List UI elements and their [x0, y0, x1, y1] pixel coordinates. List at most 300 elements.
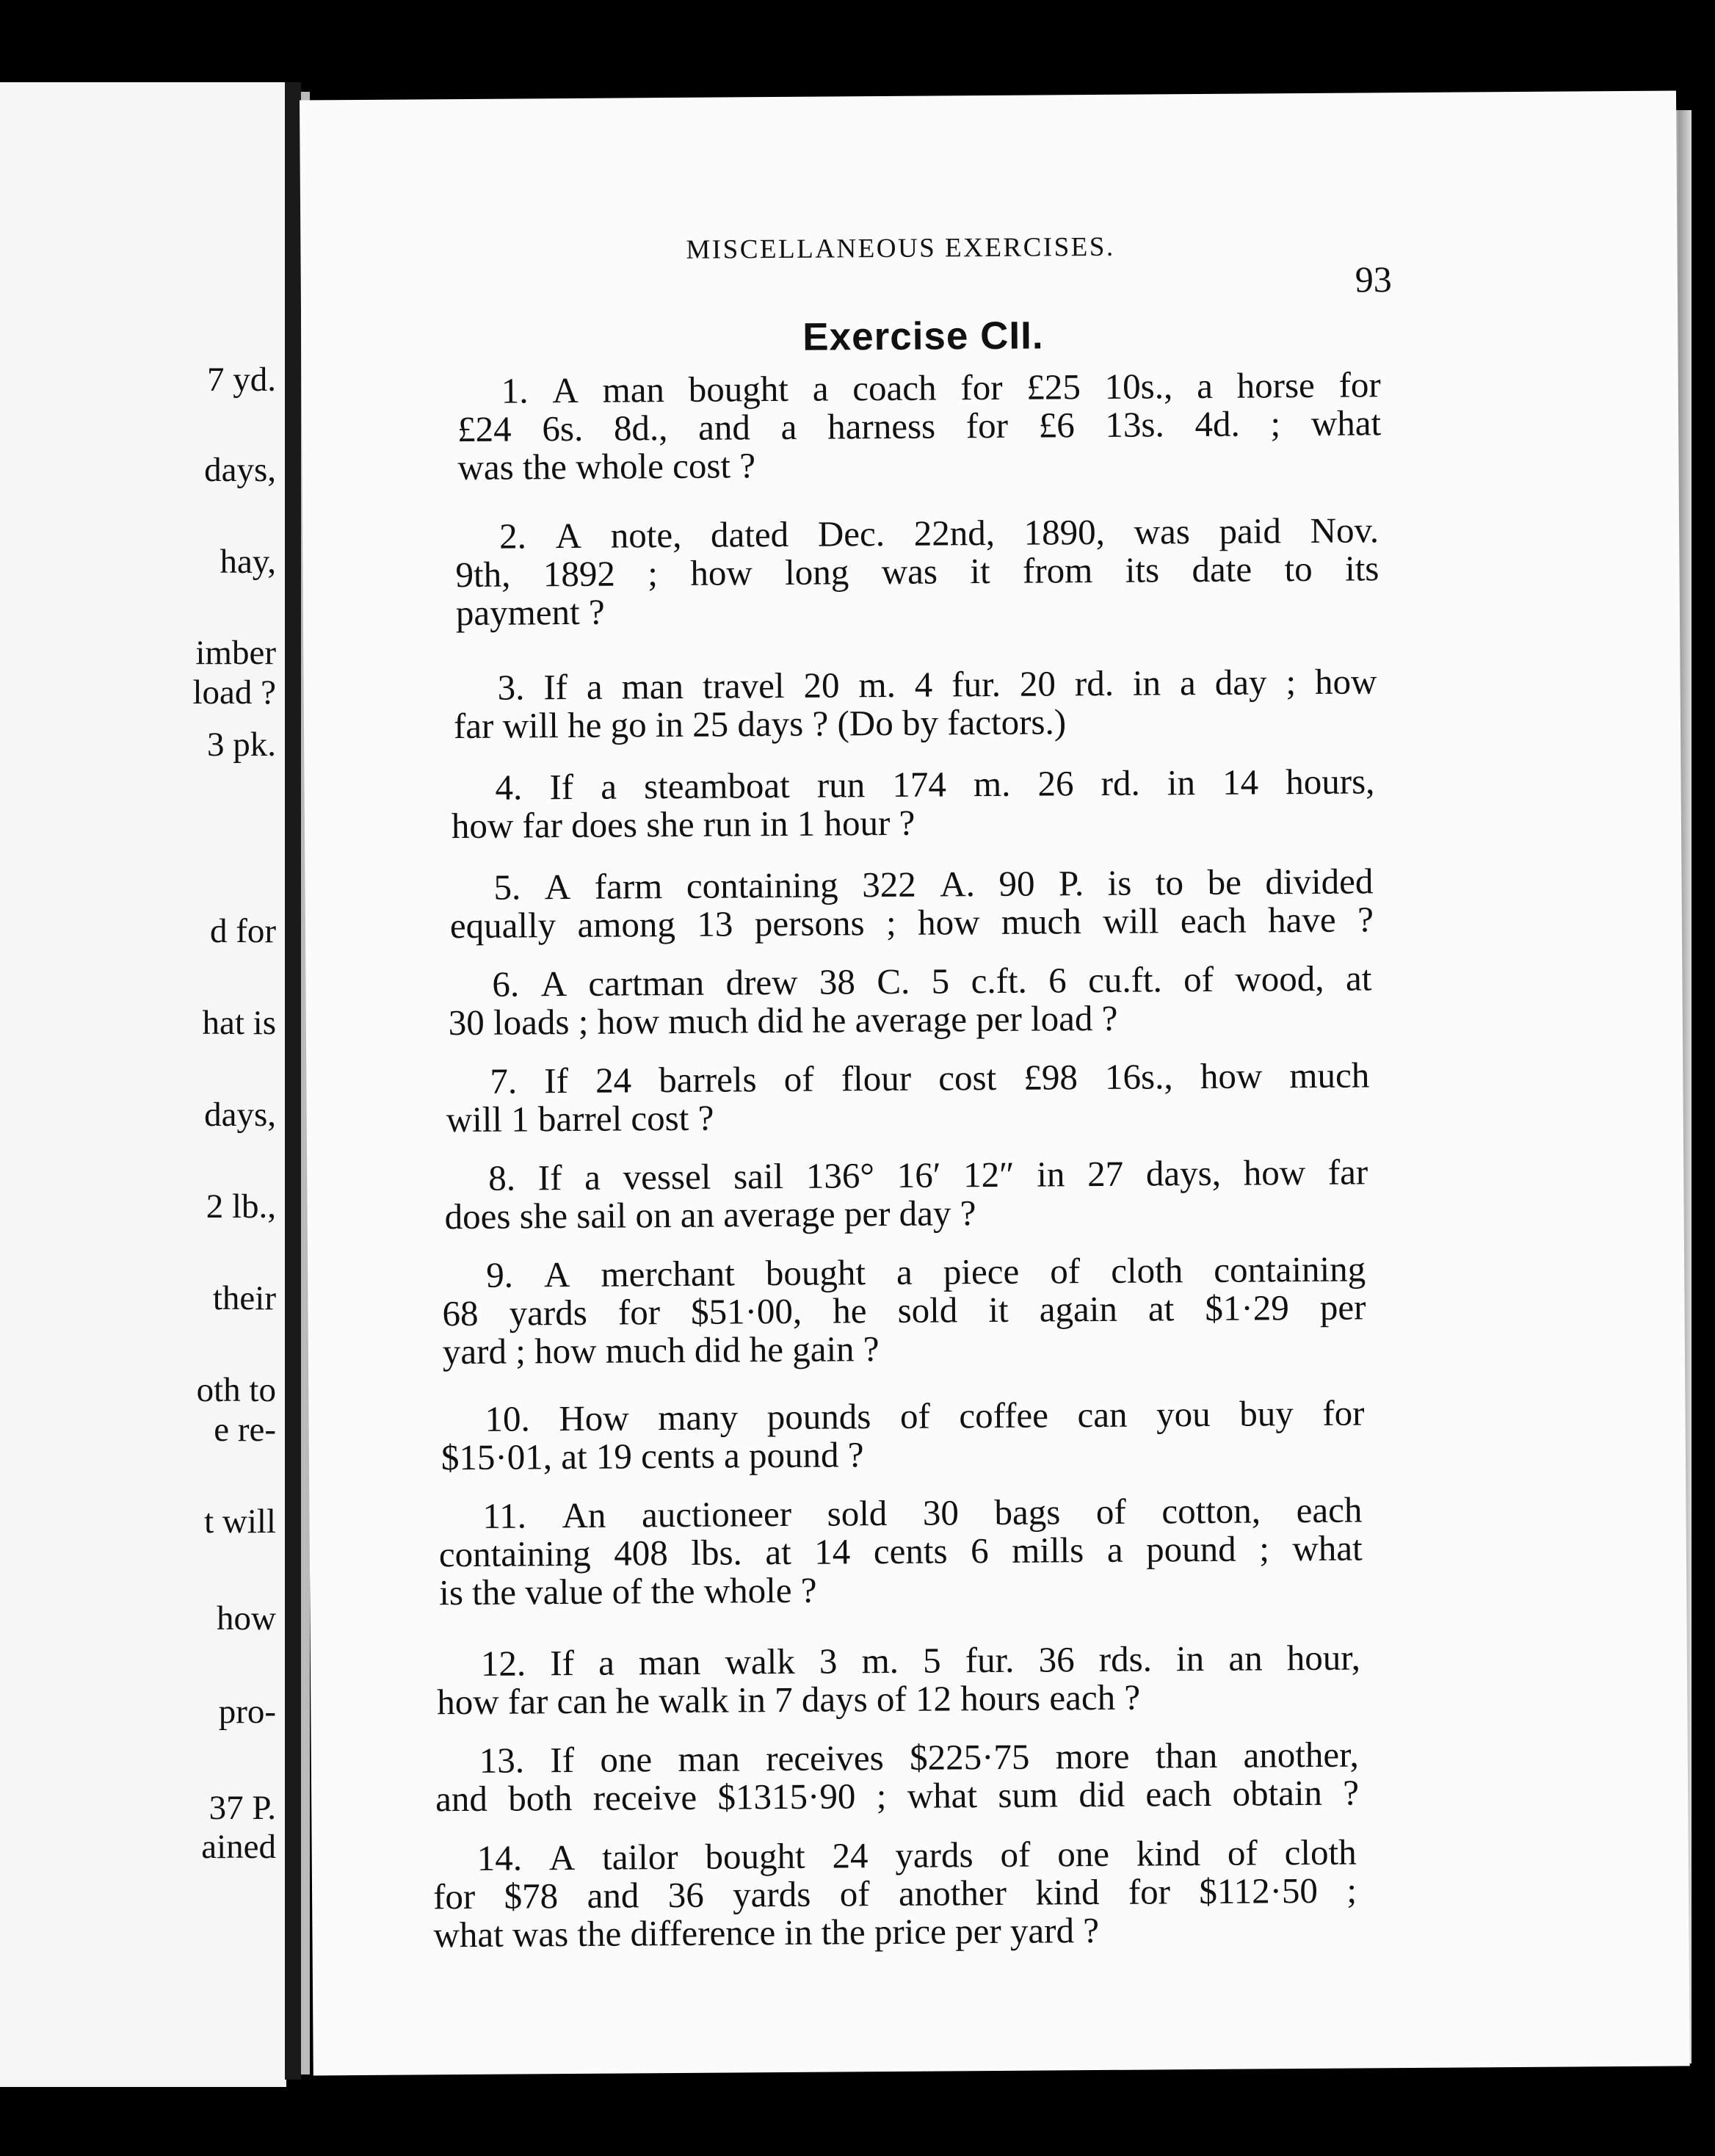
- problem-line: [435, 1774, 1359, 1819]
- word: P.: [1058, 863, 1084, 904]
- word: and: [697, 407, 751, 448]
- problem-line: [440, 1394, 1364, 1439]
- word: of: [1183, 958, 1214, 1000]
- problem-line: was the whole cost ?: [457, 445, 756, 488]
- word: £98: [1023, 1057, 1078, 1098]
- word: $225·75: [909, 1736, 1030, 1778]
- problem-line: how far can he walk in 7 days of 12 hours each ?: [437, 1676, 1141, 1723]
- problem-line: what was the difference in the price per yard ?: [433, 1910, 1100, 1956]
- word: for: [617, 1292, 661, 1333]
- word: ;: [1346, 1870, 1357, 1911]
- word: rds.: [1098, 1638, 1153, 1679]
- word: sum: [998, 1774, 1059, 1815]
- word: persons: [754, 902, 865, 944]
- word: and: [435, 1778, 488, 1820]
- word: bought: [688, 368, 789, 410]
- word: a: [584, 1157, 601, 1198]
- word: obtain: [1232, 1772, 1323, 1814]
- problem-8: [444, 1153, 1368, 1236]
- word: hours,: [1286, 761, 1375, 803]
- problem-line: how far does she run in 1 hour ?: [451, 802, 915, 847]
- problem-line: [448, 959, 1371, 1004]
- word: cloth: [1111, 1250, 1183, 1291]
- word: An: [562, 1494, 606, 1536]
- problem-line: will 1 barrel cost ?: [446, 1097, 714, 1140]
- word: 27: [1087, 1153, 1124, 1195]
- word: an: [1228, 1638, 1263, 1679]
- word: 8d.,: [613, 408, 668, 449]
- word: 13s.: [1105, 404, 1164, 445]
- word: £25: [1026, 366, 1081, 408]
- word: A: [548, 1837, 576, 1878]
- word: a: [812, 368, 829, 409]
- problem-line: [444, 1153, 1368, 1198]
- problem-13: [435, 1736, 1360, 1819]
- word: If: [544, 1060, 569, 1101]
- word: A.: [940, 864, 976, 905]
- word: £6: [1038, 405, 1075, 446]
- word: m.: [861, 1640, 899, 1682]
- word: A: [552, 369, 579, 411]
- word: 1890,: [1023, 511, 1106, 553]
- word: in: [1175, 1638, 1205, 1679]
- problem-line: [457, 404, 1381, 449]
- word: receive: [592, 1776, 697, 1818]
- word: bags: [994, 1491, 1061, 1533]
- word: was: [1134, 511, 1191, 552]
- word: auctioneer: [641, 1493, 792, 1535]
- word: £24: [457, 408, 512, 450]
- word: containing: [686, 864, 838, 906]
- word: 136°: [805, 1155, 875, 1196]
- word: coffee: [959, 1394, 1049, 1436]
- word: yards: [509, 1292, 587, 1334]
- word: 6: [1048, 960, 1067, 1001]
- word: of: [899, 1395, 930, 1436]
- exercise-title: Exercise CII.: [802, 314, 1044, 359]
- word: dated: [710, 513, 789, 555]
- word: 14.: [476, 1837, 523, 1878]
- word: If: [543, 667, 568, 708]
- word: tailor: [601, 1837, 678, 1878]
- word: per: [1319, 1287, 1366, 1328]
- word: ;: [1259, 1528, 1270, 1569]
- word: at: [1147, 1288, 1175, 1329]
- word: its: [1125, 549, 1160, 590]
- word: 20: [1019, 663, 1056, 704]
- word: a: [896, 1251, 913, 1292]
- word: wood,: [1235, 958, 1324, 999]
- word: $112·50: [1199, 1870, 1319, 1912]
- word: 174: [892, 764, 947, 805]
- word: containing: [438, 1533, 591, 1575]
- word: mills: [1012, 1530, 1084, 1571]
- problem-6: [448, 959, 1372, 1042]
- problem-3: [453, 662, 1377, 745]
- word: $78: [504, 1875, 559, 1917]
- word: both: [508, 1778, 573, 1819]
- word: ;: [1270, 403, 1281, 444]
- word: How: [559, 1397, 629, 1439]
- word: 3.: [497, 667, 525, 708]
- word: ;: [648, 553, 659, 594]
- word: it: [988, 1289, 1009, 1331]
- word: will: [1103, 900, 1159, 941]
- word: divided: [1265, 861, 1374, 902]
- word: coach: [852, 367, 937, 409]
- word: Dec.: [817, 513, 885, 554]
- left-fragment: hat is: [202, 1004, 276, 1042]
- word: 7.: [490, 1060, 518, 1101]
- word: containing: [1214, 1248, 1366, 1290]
- word: 11.: [482, 1495, 527, 1536]
- word: horse: [1236, 364, 1315, 406]
- word: day: [1214, 662, 1267, 703]
- word: 1892: [543, 553, 616, 595]
- word: man: [621, 665, 684, 707]
- word: fur.: [965, 1639, 1015, 1681]
- problem-4: [451, 762, 1375, 845]
- word: in: [1132, 662, 1161, 703]
- word: farm: [594, 866, 663, 907]
- word: 20: [803, 665, 840, 706]
- word: ;: [1286, 662, 1297, 703]
- word: 322: [862, 864, 916, 905]
- word: than: [1155, 1734, 1218, 1776]
- word: how: [1314, 661, 1377, 702]
- word: m.: [858, 664, 896, 706]
- word: travel: [702, 665, 785, 706]
- word: one: [600, 1739, 653, 1780]
- word: 36: [667, 1874, 704, 1916]
- word: receives: [766, 1737, 884, 1779]
- word: what: [1292, 1527, 1363, 1569]
- word: ;: [885, 902, 896, 943]
- word: merchant: [601, 1253, 735, 1295]
- problem-line: [446, 1056, 1369, 1101]
- running-head: MISCELLANEOUS EXERCISES.: [686, 231, 1115, 265]
- word: for: [1128, 1871, 1171, 1912]
- problem-line: [457, 366, 1381, 410]
- problem-9: [442, 1250, 1366, 1371]
- problem-line: [433, 1872, 1357, 1917]
- word: buy: [1239, 1393, 1294, 1434]
- word: lbs.: [691, 1532, 742, 1573]
- word: 24: [595, 1060, 632, 1101]
- word: more: [1055, 1735, 1130, 1777]
- left-fragment: e re-: [214, 1411, 276, 1449]
- word: kind: [1136, 1833, 1201, 1874]
- word: can: [1077, 1394, 1128, 1436]
- word: 5.: [493, 867, 521, 908]
- problem-line: [453, 662, 1377, 707]
- left-fragment: hay,: [220, 543, 276, 581]
- word: for: [1322, 1392, 1365, 1433]
- word: from: [1022, 550, 1093, 591]
- problem-line: [451, 762, 1374, 807]
- word: he: [833, 1290, 867, 1331]
- word: much: [1001, 901, 1081, 942]
- word: pounds: [766, 1396, 871, 1438]
- word: 90: [998, 863, 1035, 904]
- word: bought: [705, 1835, 805, 1877]
- word: $1315·90: [717, 1776, 856, 1817]
- word: rd.: [1101, 762, 1140, 803]
- word: 4: [914, 664, 933, 705]
- word: 22nd,: [913, 512, 996, 554]
- book-spine: [285, 82, 301, 2080]
- left-fragment: 37 P.: [209, 1789, 276, 1827]
- word: 1.: [501, 370, 529, 411]
- word: have: [1267, 899, 1336, 941]
- word: of: [839, 1873, 870, 1914]
- word: cost: [938, 1057, 997, 1099]
- word: 6s.: [542, 408, 584, 449]
- word: many: [658, 1397, 739, 1439]
- problem-7: [446, 1056, 1370, 1139]
- word: C.: [877, 961, 910, 1002]
- word: cu.ft.: [1087, 959, 1162, 1001]
- word: 4d.: [1194, 403, 1240, 445]
- word: each: [1296, 1489, 1363, 1531]
- word: man: [638, 1641, 701, 1683]
- problem-line: yard ; how much did he gain ?: [442, 1328, 880, 1372]
- word: drew: [725, 961, 798, 1003]
- word: for: [1338, 364, 1381, 405]
- word: 13.: [479, 1740, 525, 1781]
- right-page: [300, 90, 1690, 2075]
- word: 36: [1038, 1639, 1075, 1680]
- problem-line: $15·01, at 19 cents a pound ?: [440, 1434, 864, 1478]
- word: a: [1106, 1529, 1123, 1570]
- word: sold: [827, 1493, 888, 1534]
- word: kind: [1035, 1871, 1100, 1913]
- word: A: [544, 866, 571, 908]
- problem-1: [457, 366, 1382, 487]
- problem-11: [438, 1491, 1363, 1612]
- problem-line: payment ?: [455, 591, 605, 634]
- word: for: [432, 1875, 476, 1917]
- word: cotton,: [1161, 1490, 1261, 1532]
- word: how: [690, 552, 753, 593]
- word: how: [1200, 1055, 1263, 1097]
- word: 38: [819, 961, 856, 1002]
- word: 30: [922, 1492, 960, 1533]
- left-fragment: 7 yd.: [207, 361, 276, 399]
- word: paid: [1219, 510, 1282, 551]
- word: 5: [931, 961, 950, 1002]
- word: a: [601, 766, 617, 807]
- word: what: [907, 1775, 978, 1816]
- word: rd.: [1074, 662, 1114, 704]
- word: 2.: [498, 516, 527, 557]
- problem-10: [440, 1394, 1365, 1477]
- word: bought: [765, 1252, 866, 1294]
- word: another: [898, 1872, 1007, 1914]
- word: man: [678, 1738, 741, 1780]
- word: was: [881, 551, 938, 593]
- word: 8.: [488, 1157, 516, 1198]
- word: 16s.,: [1104, 1056, 1173, 1097]
- word: be: [1207, 861, 1242, 902]
- word: how: [917, 902, 980, 943]
- word: If: [537, 1157, 562, 1198]
- left-fragment: oth to: [196, 1371, 276, 1409]
- left-fragment: their: [212, 1279, 276, 1317]
- word: ?: [1343, 1772, 1360, 1813]
- word: A: [540, 963, 568, 1005]
- word: of: [783, 1058, 814, 1099]
- left-fragment: load ?: [192, 673, 276, 712]
- problem-14: [432, 1831, 1357, 1956]
- word: hour,: [1286, 1637, 1361, 1679]
- problem-12: [437, 1639, 1361, 1722]
- word: for: [960, 366, 1003, 408]
- word: 14: [814, 1531, 851, 1572]
- word: Nov.: [1310, 510, 1379, 551]
- word: yards: [895, 1834, 973, 1875]
- word: $51·00,: [690, 1290, 802, 1332]
- word: If: [550, 1642, 575, 1684]
- left-fragment: days,: [204, 451, 276, 489]
- word: walk: [725, 1640, 795, 1682]
- word: 12″: [962, 1154, 1015, 1195]
- word: of: [1227, 1832, 1258, 1873]
- problem-line: is the value of the whole ?: [439, 1569, 817, 1613]
- word: and: [587, 1875, 639, 1916]
- word: cartman: [588, 962, 705, 1004]
- word: at: [1345, 958, 1372, 999]
- word: 408: [614, 1533, 668, 1574]
- word: vessel: [623, 1156, 711, 1198]
- word: a: [780, 406, 797, 447]
- problem-2: [455, 511, 1379, 632]
- word: cloth: [1284, 1831, 1357, 1873]
- word: each: [1145, 1773, 1212, 1815]
- word: 16′: [896, 1154, 941, 1195]
- word: If: [550, 1739, 575, 1781]
- word: ?: [1357, 899, 1374, 940]
- word: 6.: [492, 963, 520, 1005]
- word: harness: [827, 405, 936, 447]
- word: in: [1037, 1154, 1065, 1195]
- word: equally: [449, 905, 556, 947]
- word: $1·29: [1205, 1287, 1289, 1328]
- word: at: [765, 1531, 791, 1573]
- word: yards: [732, 1873, 811, 1915]
- left-fragment: imber: [195, 634, 276, 672]
- word: man: [602, 369, 665, 410]
- word: barrels: [659, 1059, 757, 1101]
- word: 12.: [480, 1643, 526, 1684]
- word: 26: [1037, 763, 1074, 804]
- word: A: [543, 1254, 570, 1295]
- word: 9.: [486, 1254, 514, 1295]
- left-fragment: 3 pk.: [207, 726, 276, 764]
- word: note,: [610, 514, 682, 556]
- word: one: [1057, 1833, 1110, 1875]
- word: 3: [819, 1640, 838, 1682]
- problem-line: far will he go in 25 days ? (Do by factors.): [453, 701, 1067, 747]
- word: days,: [1145, 1152, 1222, 1194]
- word: again: [1039, 1288, 1118, 1330]
- word: 14: [1222, 762, 1259, 803]
- left-page: [0, 82, 286, 2087]
- word: did: [1078, 1773, 1125, 1815]
- word: c.ft.: [971, 960, 1027, 1002]
- word: it: [970, 550, 990, 592]
- problem-line: [437, 1639, 1360, 1684]
- word: cents: [873, 1530, 948, 1572]
- word: A: [555, 515, 582, 557]
- problem-line: [435, 1736, 1359, 1781]
- problem-line: [442, 1288, 1366, 1333]
- problem-line: does she sail on an average per day ?: [444, 1193, 976, 1237]
- word: m.: [973, 763, 1011, 805]
- word: for: [965, 405, 1009, 446]
- problem-line: [450, 900, 1374, 945]
- word: 9th,: [455, 554, 511, 596]
- word: fur.: [951, 663, 1001, 705]
- word: ;: [876, 1776, 887, 1817]
- word: you: [1156, 1393, 1211, 1435]
- word: among: [577, 903, 676, 945]
- word: is: [1107, 862, 1132, 903]
- word: of: [1095, 1491, 1126, 1533]
- word: a: [1196, 365, 1214, 407]
- word: 24: [832, 1835, 869, 1876]
- left-fragment: ained: [201, 1828, 276, 1866]
- word: to: [1284, 548, 1313, 590]
- word: a: [598, 1642, 615, 1683]
- word: of: [1000, 1834, 1031, 1875]
- word: how: [1243, 1152, 1306, 1193]
- word: each: [1180, 900, 1247, 941]
- word: run: [816, 764, 866, 806]
- left-fragment: days,: [204, 1096, 276, 1134]
- left-fragment: pro-: [218, 1693, 276, 1731]
- problem-line: 30 loads ; how much did he average per load ?: [448, 997, 1118, 1043]
- word: much: [1289, 1055, 1370, 1096]
- word: another,: [1243, 1734, 1359, 1776]
- word: pound: [1145, 1528, 1236, 1570]
- word: of: [1050, 1251, 1081, 1292]
- word: a: [1179, 662, 1196, 703]
- left-fragment: t will: [204, 1502, 276, 1541]
- left-fragment: 2 lb.,: [206, 1187, 276, 1226]
- word: what: [1310, 402, 1382, 444]
- word: 10s.,: [1104, 366, 1173, 407]
- word: 10.: [485, 1398, 531, 1439]
- word: its: [1344, 548, 1379, 589]
- word: a: [586, 666, 603, 707]
- word: flour: [841, 1057, 912, 1099]
- word: sail: [733, 1155, 784, 1197]
- word: in: [1167, 762, 1196, 803]
- word: to: [1155, 862, 1184, 903]
- word: 68: [442, 1292, 479, 1334]
- page-number: 93: [1355, 258, 1392, 300]
- word: If: [549, 766, 574, 808]
- word: 5: [922, 1640, 941, 1681]
- word: far: [1327, 1151, 1368, 1193]
- word: 6: [970, 1530, 989, 1571]
- word: long: [784, 551, 849, 593]
- word: date: [1192, 549, 1252, 590]
- word: steamboat: [643, 764, 790, 807]
- left-fragment: how: [217, 1599, 276, 1638]
- left-fragment: d for: [209, 912, 276, 950]
